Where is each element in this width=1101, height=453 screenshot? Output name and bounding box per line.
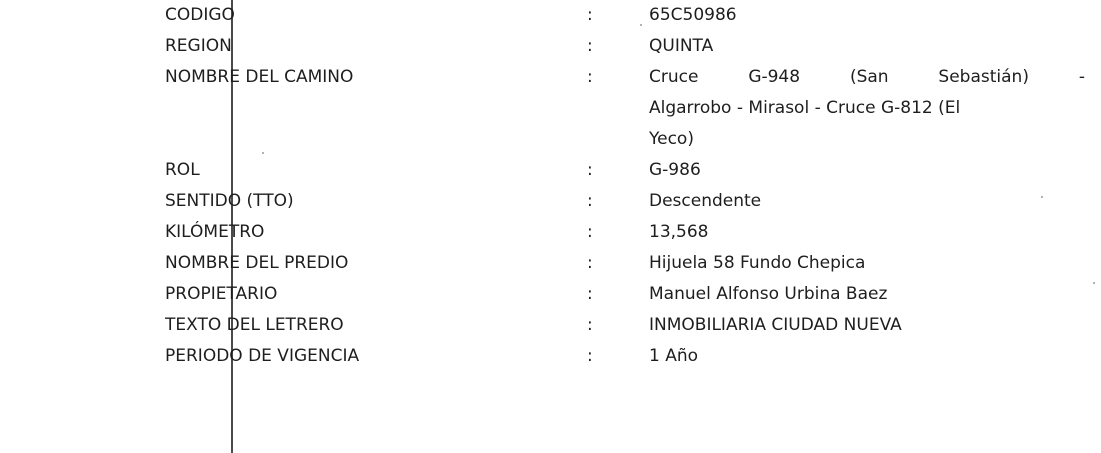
field-separator: : xyxy=(587,191,593,211)
scan-speck xyxy=(1093,282,1095,284)
field-label: SENTIDO (TTO) xyxy=(165,191,294,211)
scan-speck xyxy=(262,152,264,154)
field-separator: : xyxy=(587,36,593,56)
field-label: PERIODO DE VIGENCIA xyxy=(165,346,360,366)
field-value: INMOBILIARIA CIUDAD NUEVA xyxy=(649,315,902,335)
field-separator: : xyxy=(587,346,593,366)
field-value: QUINTA xyxy=(649,36,714,56)
field-value: Hijuela 58 Fundo Chepica xyxy=(649,253,866,273)
field-label: PROPIETARIO xyxy=(165,284,278,304)
field-value-line-3: Yeco) xyxy=(649,129,694,149)
field-value-word: Cruce xyxy=(649,67,699,87)
field-value-line-1 xyxy=(649,62,1085,93)
field-separator: : xyxy=(587,160,593,180)
field-separator: : xyxy=(587,222,593,242)
field-label: TEXTO DEL LETRERO xyxy=(165,315,344,335)
field-value-word: (San xyxy=(849,67,889,87)
scan-speck xyxy=(1041,196,1043,198)
field-label: KILÓMETRO xyxy=(165,222,265,242)
field-value-line-2: Algarrobo - Mirasol - Cruce G-812 (El xyxy=(649,98,961,118)
field-separator: : xyxy=(587,5,593,25)
field-separator: : xyxy=(587,315,593,335)
field-value: 13,568 xyxy=(649,222,709,242)
field-label: ROL xyxy=(165,160,200,180)
field-label: NOMBRE DEL PREDIO xyxy=(165,253,349,273)
field-value-multiline xyxy=(649,62,1085,155)
field-separator: : xyxy=(587,67,593,87)
scan-speck xyxy=(640,24,642,26)
field-value: 1 Año xyxy=(649,346,699,366)
field-value: Manuel Alfonso Urbina Baez xyxy=(649,284,888,304)
field-label: REGION xyxy=(165,36,232,56)
field-value: 65C50986 xyxy=(649,5,737,25)
field-value-word: G-948 xyxy=(748,67,801,87)
field-separator: : xyxy=(587,253,593,273)
field-value: G-986 xyxy=(649,160,701,180)
field-value-word: Sebastián) xyxy=(938,67,1029,87)
field-separator: : xyxy=(587,284,593,304)
field-value: Descendente xyxy=(649,191,762,211)
field-label: NOMBRE DEL CAMINO xyxy=(165,67,354,87)
field-label: CODIGO xyxy=(165,5,235,25)
field-value-word: - xyxy=(1078,67,1085,87)
